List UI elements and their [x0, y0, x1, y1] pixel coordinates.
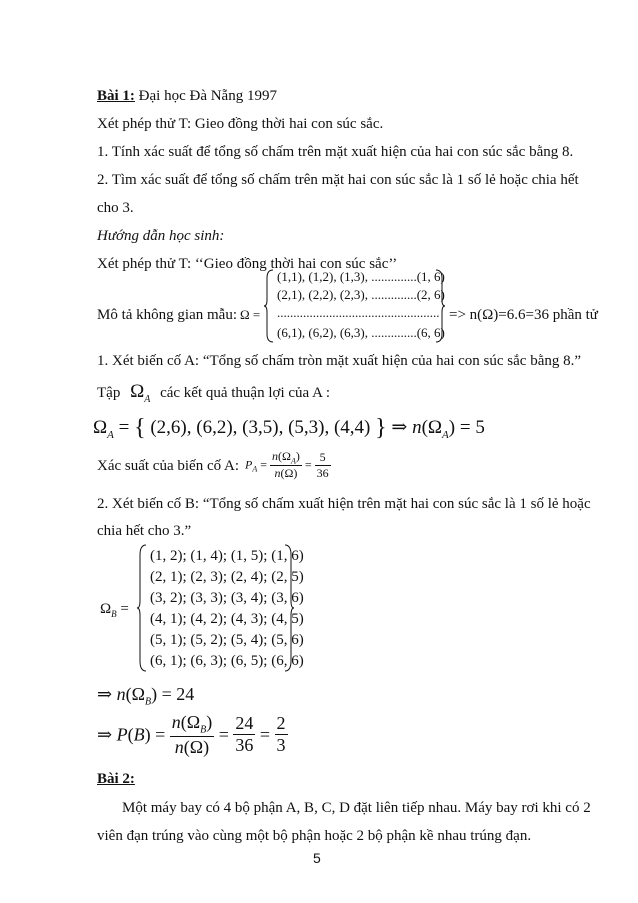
probability-a-fraction-1: $\frac{n(\Omega_A)}{n(\Omega)}$	[272, 449, 300, 481]
trial-description: Xét phép thử T: Gieo đồng thời hai con súc sắc.	[97, 116, 384, 132]
probability-b-denominator-2: 3	[276, 735, 286, 756]
omega-b-row: (2, 1); (2, 3); (2, 4); (2, 5)	[150, 569, 304, 585]
right-brace-icon	[283, 543, 295, 673]
event-b-line-2: chia hết cho 3.”	[97, 523, 192, 539]
tap-suffix: các kết quả thuận lợi của A :	[160, 385, 331, 401]
event-a-description: 1. Xét biến cố A: “Tổng số chấm tròn mặt xuất hiện của hai con súc sắc bằng 8.”	[97, 353, 582, 369]
probability-b-fraction-3	[275, 713, 288, 756]
omega-b-row: (1, 2); (1, 4); (1, 5); (1, 6)	[150, 548, 304, 564]
probability-a-denominator: 36	[316, 465, 329, 480]
omega-b-row: (5, 1); (5, 2); (5, 4); (5, 6)	[150, 632, 304, 648]
exercise-2-line-2: viên đạn trúng vào cùng một bộ phận hoặc 2 bộ phận kề nhau trúng đạn.	[97, 828, 532, 844]
tap-prefix: Tập	[97, 385, 121, 401]
left-brace-icon	[263, 268, 275, 344]
omega-row: (6,1), (6,2), (6,3), ..............(6, 6)	[277, 325, 445, 340]
omega-b-row: (4, 1); (4, 2); (4, 3); (4, 5)	[150, 611, 304, 627]
probability-b-numerator-1: 24	[235, 713, 254, 734]
question-2-line-2: cho 3.	[97, 200, 134, 216]
probability-a-formula: $P_A$ = $\frac{n(\Omega_A)}{n(\Omega)}$ = $\frac{5}{36}$	[245, 449, 329, 481]
omega-a-formula: $\Omega_A$ = { (2,6), (6,2), (3,5), (5,3), (4,4) } ⇒ $n(\Omega_A) = 5$	[93, 415, 485, 441]
event-b-line-1: 2. Xét biến cố B: “Tổng số chấm xuất hiện trên mặt hai con súc sắc là 1 số lẻ hoặc	[97, 496, 591, 512]
probability-b-formula: ⇒ P(B) = $\frac{n(\Omega_B)}{n(\Omega)}$ = $\frac{24}{36}$ = $\frac{2}{3}$	[97, 712, 286, 757]
exercise-2-label: Bài 2:	[97, 771, 135, 787]
exercise-2-line-1: Một máy bay có 4 bộ phận A, B, C, D đặt liên tiếp nhau. Máy bay rơi khi có 2	[122, 800, 591, 816]
guide-heading: Hướng dẫn học sinh:	[97, 228, 225, 244]
question-2-line-1: 2. Tìm xác suất để tổng số chấm trên mặt hai con súc sắc là 1 số lẻ hoặc chia hết	[97, 172, 579, 188]
omega-a-symbol: $\Omega_A$	[130, 381, 151, 405]
omega-b-symbol: $\Omega_B$ =	[100, 601, 129, 619]
omega-row: (1,1), (1,2), (1,3), ..............(1, 6)	[277, 269, 445, 284]
exercise-1-heading	[97, 88, 277, 105]
sample-space-result: => n(Ω)=6.6=36 phần tử	[449, 307, 598, 323]
omega-row: (2,1), (2,2), (2,3), ..............(2, 6)	[277, 287, 445, 302]
omega-b-count: 24	[176, 684, 195, 704]
trial-description-2: Xét phép thử T: ‘‘Gieo đồng thời hai con súc sắc’’	[97, 256, 398, 272]
question-1: 1. Tính xác suất để tổng số chấm trên mặt xuất hiện của hai con súc sắc bằng 8.	[97, 144, 574, 160]
page-number: 5	[313, 850, 321, 866]
probability-b-numerator-2: 2	[276, 713, 286, 734]
right-brace-icon	[434, 268, 446, 344]
omega-a-intro	[97, 381, 330, 405]
omega-symbol: Ω =	[240, 307, 261, 322]
omega-a-count: 5	[475, 417, 485, 438]
omega-b-count-formula: ⇒ $n(\Omega_B) = 24$	[97, 684, 195, 708]
omega-b-row: (6, 1); (6, 3); (6, 5); (6, 6)	[150, 653, 304, 669]
probability-a-label: Xác suất của biến cố A:	[97, 458, 240, 474]
probability-b-fraction-1: $\frac{n(\Omega_B)}{n(\Omega)}$	[171, 712, 213, 757]
omega-a-set: (2,6), (6,2), (3,5), (5,3), (4,4)	[150, 417, 371, 438]
sample-space-label: Mô tả không gian mẫu:	[97, 307, 237, 323]
probability-b-denominator-1: 36	[235, 735, 254, 756]
probability-b-fraction-2	[233, 713, 255, 756]
omega-b-rows	[150, 546, 304, 672]
probability-a-numerator: 5	[315, 450, 331, 466]
probability-a-fraction-2	[315, 450, 331, 481]
omega-row: ..................................................	[277, 305, 440, 320]
exercise-1-source: Đại học Đà Nẵng 1997	[134, 88, 277, 104]
omega-b-row: (3, 2); (3, 3); (3, 4); (3, 6)	[150, 590, 304, 606]
exercise-1-label: Bài 1:	[97, 88, 135, 104]
left-brace-icon	[136, 543, 148, 673]
